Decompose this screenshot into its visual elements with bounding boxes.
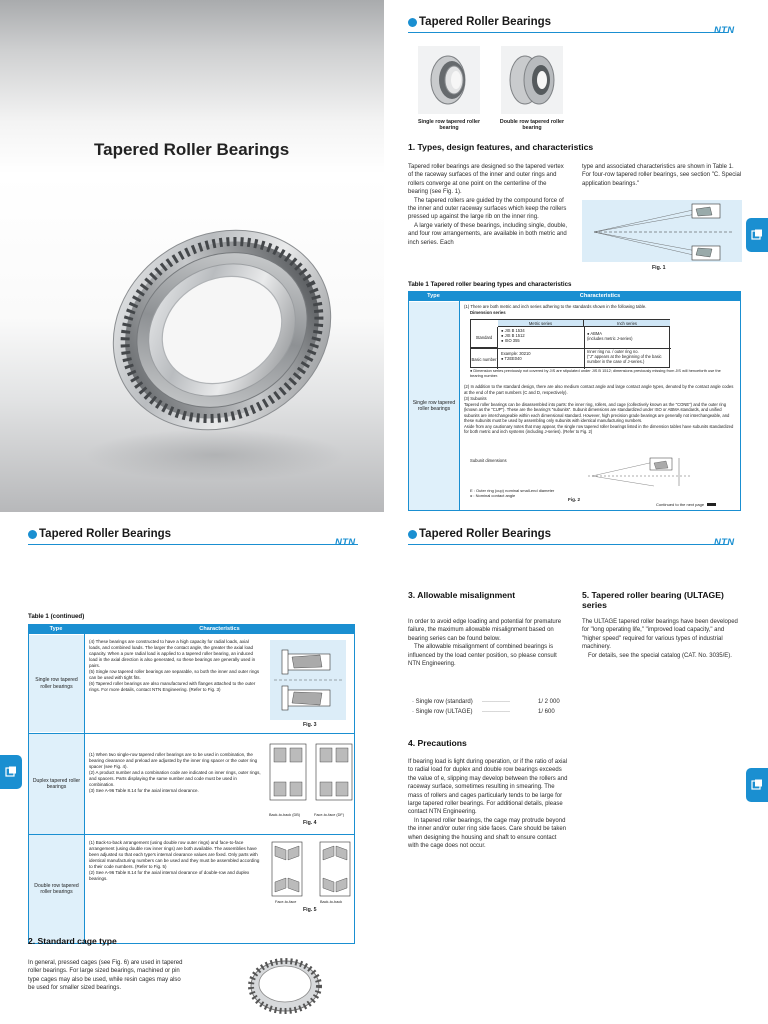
page-header bbox=[408, 14, 551, 30]
fig4-sub1: Back-to-back (DB) bbox=[269, 813, 301, 817]
brand-logo: NTN bbox=[714, 25, 735, 36]
row-basic-number: Basic number bbox=[471, 349, 498, 369]
section5-text bbox=[582, 618, 740, 660]
row1-characteristics: (4) These bearings are constructed to have a high capacity for radial loads, axial loads, and combined loads. The larger the contact angle, the greater the axial load capacity. When a pure radial load is applied to a tapered roller bearing, an induced load in the axial direction is also generated, so these bearings are generally used in pairs. (5) Single row tapered roller bearings are separable, so both the inner and outer rings can be used with tight fits. (6) Tapered roller bearings are also manufactured with flanges attached to the outer rings. For more details, contact NTN Engineering. (Refer to Fig. 3) bbox=[89, 639, 260, 692]
col-metric: Metric series bbox=[498, 320, 584, 327]
misalignment-dots: ·············· bbox=[482, 709, 510, 715]
divider bbox=[471, 348, 671, 349]
paragraph: In order to avoid edge loading and potential for premature failure, the maximum allowable misalignment based on bearing series can be found below. bbox=[408, 619, 562, 642]
type-cell-single-row: Single row tapered roller bearings bbox=[409, 302, 459, 510]
section3-text bbox=[408, 618, 568, 668]
paragraph: The tapered rollers are guided by the compound force of the inner and outer raceway surfaces which keep the rollers pressed up against the large rib on the inner ring. bbox=[408, 197, 567, 221]
paragraph: Tapered roller bearings are designed so the tapered vertex of the raceway surfaces of the inner and outer rings and rollers converge at one point on the centerline of the bearing (see Fig. 1). bbox=[408, 164, 564, 196]
fig4-label: Fig. 4 bbox=[303, 820, 317, 826]
fig3-flanged-bearing-diagram bbox=[270, 640, 346, 720]
cover-title: Tapered Roller Bearings bbox=[94, 140, 290, 159]
section4-title: 4. Precautions bbox=[408, 738, 467, 748]
col-inch: Inch series bbox=[584, 320, 670, 327]
section1-col2: type and associated characteristics are shown in Table 1. For four-row tapered roller bearings, see section "C. Special application bearings." bbox=[582, 164, 742, 187]
book-tab-icon[interactable] bbox=[0, 755, 22, 789]
fig5-label: Fig. 5 bbox=[303, 907, 317, 913]
misalignment-ultage bbox=[412, 709, 555, 715]
fig4-duplex-diagram bbox=[268, 740, 356, 810]
inch-basic: Inner ring no. / outer ring no. ("J" appears at the beginning of the basic number in the case of J-series.) bbox=[587, 349, 662, 364]
dimension-note: ● Dimension series previously not covered by JIS are stipulated under JIS B 1512; dimensions previously missing from JIS will henceforth use the bearing number. bbox=[470, 369, 730, 378]
single-row-bearing-image bbox=[418, 46, 480, 114]
misalignment-standard bbox=[412, 699, 560, 705]
column-divider bbox=[84, 634, 85, 944]
continued-note bbox=[656, 502, 716, 508]
misalignment-dots: ·············· bbox=[482, 699, 510, 705]
table-caption: Table 1 (continued) bbox=[28, 613, 85, 620]
fig4-sub2: Face-to-face (DF) bbox=[314, 813, 344, 817]
pressed-cage-image bbox=[240, 952, 330, 1022]
type-cell-single-row: Single row tapered roller bearings bbox=[29, 635, 84, 732]
header-rule bbox=[28, 544, 358, 545]
brand-logo: NTN bbox=[335, 537, 356, 548]
section2-title: 2. Standard cage type bbox=[28, 936, 117, 946]
book-tab-icon[interactable] bbox=[746, 218, 768, 252]
brand-logo: NTN bbox=[714, 537, 735, 548]
type-cell-double-row: Double row tapered roller bearings bbox=[29, 835, 84, 943]
inch-standard: ● ABMA (includes metric J-series) bbox=[587, 331, 633, 342]
fig2-label: Fig. 2 bbox=[568, 497, 580, 502]
page-header bbox=[28, 526, 171, 542]
page-misalignment bbox=[384, 512, 768, 1024]
fig5-double-row-diagram bbox=[268, 838, 356, 900]
continued-text: Continued to the next page bbox=[656, 502, 705, 507]
subunit-label: Subunit dimensions bbox=[470, 458, 507, 463]
header-title: Tapered Roller Bearings bbox=[419, 16, 552, 28]
fig1-diagram bbox=[582, 200, 742, 262]
tapered-roller-bearing-photo bbox=[0, 0, 384, 512]
metric-basic: Example: 30210 ● T2EE040 bbox=[501, 351, 531, 362]
page-header bbox=[408, 526, 551, 542]
col-header-type: Type bbox=[49, 626, 63, 632]
header-title: Tapered Roller Bearings bbox=[419, 528, 552, 540]
type-cell-duplex: Duplex tapered roller bearings bbox=[29, 734, 84, 834]
paragraph: The ULTAGE tapered roller bearings have been developed for "long operating life," "improved load capacity," and "higher speed" required for various types of industrial machinery. bbox=[582, 619, 738, 651]
misalignment-value: 1/ 600 bbox=[538, 709, 555, 715]
section1-col1 bbox=[408, 163, 568, 247]
arrow-icon bbox=[707, 503, 716, 506]
header-rule bbox=[408, 544, 728, 545]
double-row-bearing-image bbox=[501, 46, 563, 114]
page-types bbox=[384, 0, 768, 512]
misalignment-value: 1/ 2 000 bbox=[538, 699, 560, 705]
row2-characteristics: (1) When two single-row tapered roller bearings are to be used in combination, the bearing clearance and preload are adjusted by the inner ring spacer or the outer ring spacer (see Fig. 4). (2) A product number and a combination code are indicated on inner rings, outer rings, and spacers. Parts displaying the same number and code must be used in combination. (3) See A-96 Table 8.14 for the axial internal clearance. bbox=[89, 752, 261, 793]
book-tab-icon[interactable] bbox=[746, 768, 768, 802]
section3-title: 3. Allowable misalignment bbox=[408, 590, 516, 600]
col-header-characteristics: Characteristics bbox=[579, 293, 621, 299]
section2-text: In general, pressed cages (see Fig. 6) are used in tapered roller bearings. For large sized bearings, machined or pin type cages may also be used, while resin cages may also be used for smaller sized bearings. bbox=[28, 960, 183, 992]
photo1-caption: Single row tapered roller bearing bbox=[417, 119, 481, 132]
page-table-continued bbox=[0, 512, 384, 1024]
bullet-icon bbox=[408, 530, 417, 539]
paragraph: If bearing load is light during operation, or if the ratio of axial to radial load for duplex and double row bearings exceeds the value of e, slipping may develop between the rollers and raceway surface, sometimes resulting in smearing. The mass of rollers and cages particularly tends to be large for large tapered roller bearings. For additional details, please contact NTN Engineering. bbox=[408, 759, 568, 816]
section1-title: 1. Types, design features, and characteristics bbox=[408, 142, 594, 152]
paragraph: For details, see the special catalog (CAT. No. 3035/E). bbox=[588, 652, 732, 659]
dimension-series-table bbox=[470, 319, 670, 368]
fig3-label: Fig. 3 bbox=[303, 722, 317, 728]
fig2-subunit-diagram bbox=[584, 456, 694, 488]
section4-text bbox=[408, 758, 568, 850]
misalignment-label: · Single row (ULTAGE) bbox=[412, 709, 473, 715]
row3-characteristics: (1) Back-to-back arrangement (using double row outer rings) and face-to-face arrangement (using double row inner rings) are both available. The assemblies have been adjusted so that each type's internal clearance values are fixed. Only parts with identical manufacturing numbers can be used and they must be assembled according to their code numbers. (Refer to Fig. 5) (2) See A-96 Table 8.14 for the axial internal clearance of double-row and duplex bearings. bbox=[89, 840, 260, 881]
paragraph: The allowable misalignment of combined bearings is influenced by the load center position, so please consult NTN Engineering. bbox=[408, 644, 557, 668]
photo2-caption: Double row tapered roller bearing bbox=[499, 119, 565, 132]
dimension-series-label: Dimension series bbox=[470, 310, 506, 315]
header-rule bbox=[408, 32, 728, 33]
subunit-legend2: α : Nominal contact angle bbox=[470, 494, 610, 499]
misalignment-label: · Single row (standard) bbox=[412, 699, 473, 705]
fig5-sub1: Face-to-face bbox=[275, 900, 297, 904]
row-standard: Standard bbox=[471, 327, 498, 348]
cover-page bbox=[0, 0, 384, 512]
section5-title: 5. Tapered roller bearing (ULTAGE) series bbox=[582, 590, 724, 610]
header-title: Tapered Roller Bearings bbox=[39, 528, 172, 540]
metric-standard: ● JIS B 1534 ● JIS B 1512 ● ISO 355 bbox=[501, 328, 525, 344]
char-cell-text3: (3) Subunits Tapered roller bearings can be disassembled into parts: the inner ring, rollers, and cage (collectively known as the "CONE") and the outer ring (known as the "CUP"). These are the bearing's "subunits". Subunit dimensions are standardized under ISO or ABMA standards, and unified subunits are interchangeable within each dimensional standard. However, high precision grade bearings are generally not interchangeable, and these subunits must be used by assembling only subunits with identical manufacturing numbers. Aside from any cautionary notes that may appear, the single row tapered roller bearings listed in the dimension tables have subunits standardized for both metric and inch systems (including J-series). (Refer to Fig. 2) bbox=[464, 396, 736, 435]
column-divider bbox=[459, 301, 460, 511]
fig1-label: Fig. 1 bbox=[652, 265, 666, 271]
col-header-type: Type bbox=[427, 293, 440, 299]
paragraph: In tapered roller bearings, the cage may protrude beyond the inner and/or outer ring side faces. Care should be taken when designing the housing and shaft to ensure contact with the cage does not occur. bbox=[408, 817, 567, 850]
char-cell-text1: (1) There are both metric and inch series adhering to the standards shown in the following table. bbox=[464, 304, 736, 310]
fig5-sub2: Back-to-back bbox=[320, 900, 343, 904]
subunit-legend1: E : Outer ring (cup) nominal small-end diameter bbox=[470, 489, 610, 494]
bullet-icon bbox=[408, 18, 417, 27]
table1-caption: Table 1 Tapered roller bearing types and characteristics bbox=[408, 281, 572, 288]
paragraph: A large variety of these bearings, including single, double, and four row arrangements, are available in both metric and inch series. Each bbox=[408, 222, 568, 246]
col-header-characteristics: Characteristics bbox=[199, 626, 240, 632]
bullet-icon bbox=[28, 530, 37, 539]
char-cell-text2: (2) In addition to the standard design, there are also medium contact angle and large contact angle types, denoted by the contact angle codes at the end of the part numbers (C and D, respectively). bbox=[464, 384, 736, 395]
